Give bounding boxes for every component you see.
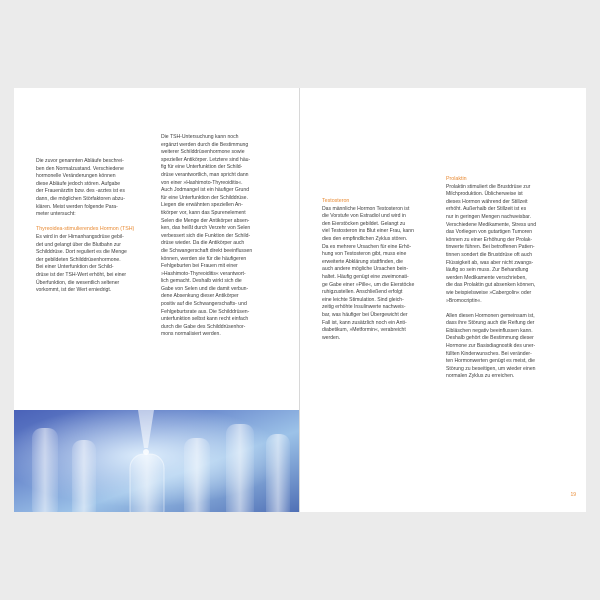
intro-paragraph: Die zuvor genannten Abläufe beschrei- ben den Normalzustand. Verschiedene hormonelle Veränderungen können diese Abläufe jedoch stören. Aufgabe der Frauenärztin bzw. des -arztes ist es dann, die möglichen Störfaktoren abzu- klären. Meist werden folgende Para- meter untersucht: [36,158,125,218]
prolaktin-paragraph: Prolaktin stimuliert die Brustdrüse zur Milchproduktion. Üblicherweise ist dieses Hormon während der Stillzeit erhöht. Außerhalb der Stillzeit ist es nur in geringen Mengen nachweisbar. Verschiedene Medikamente, Stress und das Vorliegen von gutartigen Tumoren können zu einer Erhöhung der Prolak- tinwerte führen. Bei betroffenen Patien- tinnen sondert die Brustdrüse oft auch Flüssigkeit ab, was aber nicht zwangs- läufig so sein muss. Zur Behandlung werden Medikamente verschrieben, die das Prolaktin gut absenken können, wie beispielsweise »Cabergolin« oder »Bromocriptin«. [446,183,537,304]
right-column-1 [322,198,440,342]
tsh-continuation-paragraph: Die TSH-Untersuchung kann noch ergänzt werden durch die Bestimmung weiterer Schilddrüsenhormone sowie spezieller Antikörper. Letztere sind häu- fig für eine Unterfunktion der Schild- drüse verantwortlich, man spricht dann von einer »Hashimoto-Thyreoiditis«. Auch Jodmangel ist ein häufiger Grund für eine Unterfunktion der Schilddrüse. Liegen die erwähnten speziellen An- tikörper vor, kann das Spurenelement Selen die Menge der Antikörper absen- ken, das heißt durch Verzehr von Selen verbessert sich die Funktion der Schild- drüse wieder. Da die Antikörper auch die Schwangerschaft direkt beeinflussen können, werden sie für die häufigeren Fehlgeburten bei Frauen mit einer »Hashimoto-Thyreoiditis« verantwort- lich gemacht. Deshalb wirkt sich die Gabe von Selen und die damit verbun- dene Absenkung dieser Antikörper positiv auf die Schwangerschafts- und Fehlgeburtsrate aus. Die Schilddrüsen- unterfunktion selbst kann recht einfach durch die Gabe des Schilddrüsenhor- mons normalisiert werden. [161,134,253,338]
tsh-heading: Thyreoidea-stimulierendes Hormon (TSH) [36,226,135,233]
left-column-1 [36,158,154,295]
right-page [300,88,586,512]
tsh-paragraph: Es wird in der Hirnanhangsdrüse gebil- det und gelangt über die Blutbahn zur Schilddrüse. Dort reguliert es die Menge der gebildeten Schilddrüsenhormone. Bei einer Unterfunktion der Schild- drüse ist der TSH-Wert erhöht, bei einer Überfunktion, die wesentlich seltener vorkommt, ist der Wert erniedrigt. [36,233,127,294]
right-column-2 [446,176,571,381]
summary-paragraph: Allen diesen Hormonen gemeinsam ist, dass ihre Störung auch die Reifung der Eibläschen negativ beeinflussen kann. Deshalb gehört die Bestimmung dieser Hormone zur Basisdiagnostik des uner- füllten Kinderwunsches. Bei veränder- ten Hormonwerten genügt es meist, die Störung zu beseitigen, um wieder einen normalen Zyklus zu erreichen. [446,312,536,380]
testosteron-heading: Testosteron [322,198,350,204]
laboratory-test-tubes-photo [14,410,300,512]
prolaktin-heading: Prolaktin [446,176,467,182]
left-column-2 [161,134,286,339]
testosteron-paragraph: Das männliche Hormon Testosteron ist die Vorstufe von Estradiol und wird in den Eierstöcken gebildet. Gelangt zu viel Testosteron ins Blut einer Frau, kann dies den empfindlichen Zyklus stören. Da es mehrere Ursachen für eine Erhö- hung von Testosteron gibt, muss eine erweiterte Abklärung stattfinden, die auch andere mögliche Ursachen bein- haltet. Häufig genügt eine zweimonati- ge Gabe einer »Pille«, um die Eierstöcke ruhigzustellen. Anschließend erfolgt eine leichte Stimulation. Sind gleich- zeitig erhöhte Insulinwerte nachweis- bar, was häufiger bei Übergewicht der Fall ist, kann zusätzlich noch ein Anti- diabetikum, »Metformin«, verabreicht werden. [322,205,415,341]
page-number: 19 [570,492,576,498]
left-page [14,88,300,512]
